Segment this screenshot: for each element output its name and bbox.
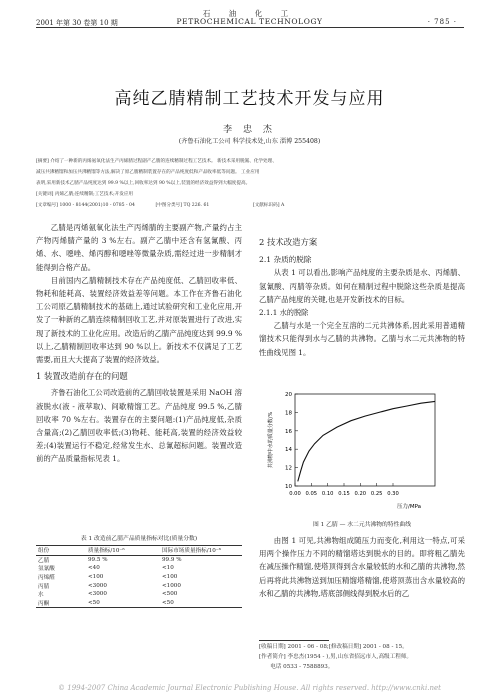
figure-1-caption: 图 1 乙腈 — 水二元共沸物的特性曲线 — [312, 522, 411, 528]
classification-line: [文章编号] 1000 - 8144(2001)10 - 0785 - 04 [中图分类号] TQ 226. 61 [文献标识码] A — [36, 203, 285, 208]
journal-name-cn: 石 油 化 工 — [202, 9, 297, 18]
journal-name-en: PETROCHEMICAL TECHNOLOGY — [176, 17, 323, 26]
footnote-rule — [259, 640, 329, 641]
author-phone: 电话 0533 - 7588893。 — [270, 664, 334, 670]
x-tick-label: 0.00 — [289, 491, 301, 497]
x-axis-label: 压力/MPa — [396, 504, 422, 510]
y-tick-label: 12 — [285, 465, 292, 472]
issue-info: 2001 年第 30 卷第 10 期 — [36, 19, 118, 27]
figure-1-discussion: 由图 1 可见,共沸物组成随压力而变化,利用这一特点,可采用两个操作压力不同的精馏塔达到脱水的目的。即将粗乙腈先在减压操作精馏,使塔顶得到含水量较低的水和乙腈的共沸物,然后再将此共沸物送到加压精馏塔精馏,使塔顶蒸出含水量较高的水和乙腈的共沸物,塔底部侧线得到脱水后的乙 — [259, 536, 465, 598]
received-date: [收稿日期] 2001 - 06 - 08;[修改稿日期] 2001 - 08 - 15。 — [259, 644, 408, 650]
section-1-heading: 1 装置改造前存在的问题 — [36, 371, 128, 382]
table-header-row: 组份 质量指标/10⁻⁶ 国际市场质量指标/10⁻⁶ — [36, 546, 242, 556]
subsection-2-1-1-heading: 2.1.1 水的脱除 — [259, 308, 309, 318]
abstract-block — [36, 156, 464, 211]
intro-paragraph-1: 乙腈是丙烯氨氧化法生产丙烯腈的主要副产物,产量约占主产物丙烯腈产量的 3 %左右。副产乙腈中还含有氢氰酸、丙烯、水、噁唑、烯丙醇和噁唑等微量杂质,需经过进一步精制才能得到合格产品。 — [36, 223, 242, 272]
table-row: 丙腈 <3000 <1000 — [38, 582, 181, 590]
table-row: 水 <3000 <500 — [38, 591, 178, 599]
x-tick-label: 0.15 — [338, 491, 350, 497]
y-axis-label: 共沸物中水的质量分数/% — [268, 411, 274, 469]
x-tick-label: 0.25 — [370, 491, 383, 497]
y-tick-label: 16 — [285, 428, 292, 435]
section-1-paragraph: 齐鲁石油化工公司改造前的乙腈回收装置是采用 NaOH 溶液脱水(液 - 液萃取)、间歇精馏工艺。产品纯度 99.5 %,乙腈回收率 70 %左右。装置存在的主要问题:(1)产品纯度低,杂质含量高;(2)乙腈回收率低;(3)物耗、能耗高,装置的经济效益较差;(4)装置运行不稳定,经常发生水、总氰超标问题。装置改造前的产品质量指标见表 1。 — [36, 388, 242, 464]
right-column-bottom — [259, 534, 465, 600]
table-1 — [36, 533, 242, 608]
article-affiliation: (齐鲁石油化工公司 科学技术处,山东 淄博 255408) — [178, 138, 321, 145]
x-tick-label: 0.30 — [387, 491, 399, 497]
abstract-line-2: 减压共沸精馏和加压共沸精馏等方法,解决了原乙腈精制装置存在的产品纯度低和产品收率低等问题。 工业应用 — [36, 170, 260, 175]
article-author: 李 忠 杰 — [223, 125, 276, 135]
abstract-line-3: 表明,采用新技术乙腈产品纯度达到 99.9 %以上,回收率达到 90 %以上,装置的经济效益得到大幅度提高。 — [36, 181, 251, 186]
abstract-line-1: [摘要] 介绍了一种新的丙烯氨氧化法生产丙烯腈过程副产乙腈的连续精制过程工艺技术。 新技术采用脱氰、化学处理、 — [36, 159, 277, 164]
author-bio: [作者简介] 李忠杰(1954 - ),男,山东省招远市人,高级工程师。 — [259, 654, 413, 660]
table-1-grid — [36, 545, 242, 608]
header-rule — [36, 27, 464, 28]
copyright-watermark: © 1994-2007 China Academic Journal Electronic Publishing House. All rights reserved. http://www.cnki.net — [58, 684, 441, 692]
right-column-top — [259, 236, 465, 359]
left-column — [36, 221, 242, 466]
table-row: 丙酮 <50 <50 — [36, 599, 242, 608]
x-tick-label: 0.20 — [354, 491, 367, 497]
table-1-caption: 表 1 改造前乙腈产品质量指标对比(质量分数) — [80, 536, 198, 542]
subsection-2-1-heading: 2.1 杂质的脱除 — [259, 255, 312, 265]
x-tick-label: 0.10 — [321, 491, 334, 497]
keywords-line: [关键词] 丙烯乙腈;连续精制;工艺技术;开发应用 — [36, 192, 133, 197]
subsection-2-1-1-paragraph: 乙腈与水是一个完全互溶的二元共沸体系,因此采用普通精馏技术只能得到水与乙腈的共沸物。乙腈与水二元共沸物的特性曲线见图 1。 — [259, 321, 465, 357]
azeotrope-curve — [298, 401, 435, 481]
y-tick-label: 18 — [285, 410, 292, 417]
table-row: 丙烯醛 <100 <100 — [38, 574, 178, 582]
intro-paragraph-2: 目前国内乙腈精制技术存在产品纯度低、乙腈回收率低、物耗和能耗高、装置经济效益差等问题。本工作在齐鲁石油化工公司原乙腈精制技术的基础上,通过试验研究和工业化应用,开发了一种新的乙腈连续精制回收工艺,并对原装置进行了改进,实现了新技术的工业化应用。改造后的乙腈产品纯度达到 99.9 %以上,乙腈精制回收率达到 90 %以上。新技术不仅满足了工艺需要,而且大大提高了装置的经济效益。 — [36, 275, 242, 365]
subsection-2-1-paragraph: 从表 1 可以看出,影响产品纯度的主要杂质是水、丙烯腈、氢氰酸、丙腈等杂质。如何在精制过程中脱除这些杂质是提高乙腈产品纯度的关键,也是开发新技术的目标。 — [259, 268, 465, 304]
table-row: 氢氰酸 <40 <10 — [38, 565, 174, 573]
figure-1-chart — [259, 388, 465, 516]
section-2-heading: 2 技术改造方案 — [259, 237, 318, 247]
figure-1 — [259, 388, 465, 516]
table-row: 乙腈 99.5 % 99.9 % — [38, 556, 182, 564]
article-title: 高纯乙腈精制工艺技术开发与应用 — [114, 89, 385, 109]
plot-frame — [295, 394, 435, 486]
y-tick-label: 14 — [285, 447, 292, 454]
footnotes — [259, 642, 465, 672]
page-number: · 785 · — [427, 18, 457, 26]
y-tick-label: 10 — [285, 484, 292, 490]
x-tick-label: 0.05 — [305, 491, 318, 497]
y-tick-label: 20 — [285, 392, 292, 398]
